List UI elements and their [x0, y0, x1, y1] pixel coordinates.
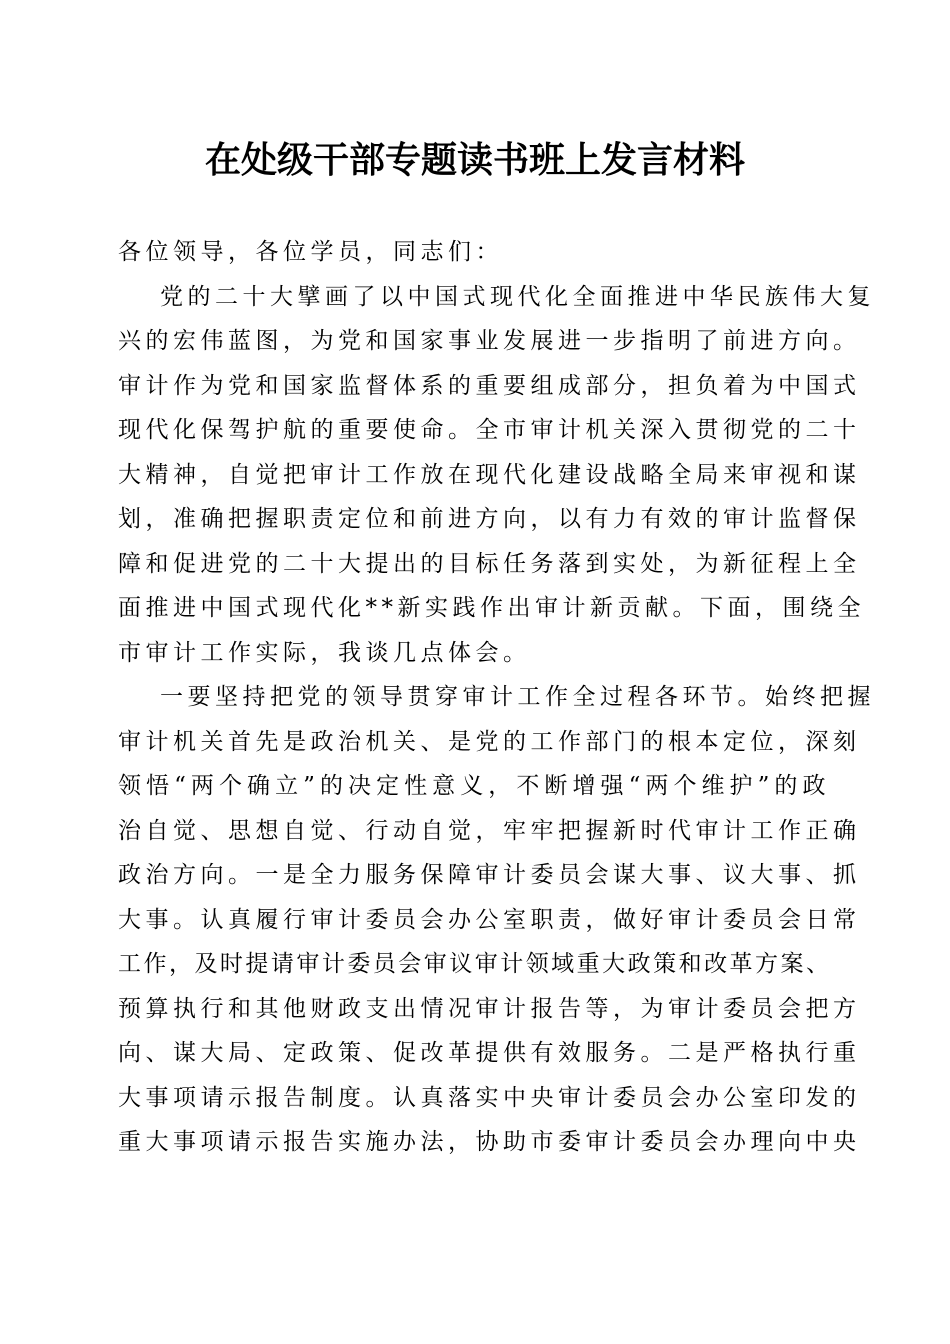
- text-line: 预算执行和其他财政支出情况审计报告等，为审计委员会把方: [118, 995, 861, 1022]
- document-title: 在处级干部专题读书班上发言材料: [204, 139, 745, 181]
- text-line: 重大事项请示报告实施办法，协助市委审计委员会办理向中央: [118, 1129, 861, 1155]
- text-line: 现代化保驾护航的重要使命。全市审计机关深入贯彻党的二十: [118, 417, 861, 443]
- text-line: 大精神，自觉把审计工作放在现代化建设战略全局来审视和谋: [118, 461, 861, 488]
- paragraph-2: [118, 675, 875, 1165]
- text-line: 领悟“两个确立”的决定性意义，不断增强“两个维护”的政: [118, 773, 830, 799]
- text-line: 一要坚持把党的领导贯穿审计工作全过程各环节。始终把握: [160, 684, 875, 710]
- document-body: [118, 230, 875, 1165]
- text-line: 兴的宏伟蓝图，为党和国家事业发展进一步指明了前进方向。: [118, 328, 861, 354]
- salutation: 各位领导，各位学员，同志们：: [118, 239, 503, 265]
- text-line: 审计作为党和国家监督体系的重要组成部分，担负着为中国式: [118, 372, 861, 399]
- text-line: 审计机关首先是政治机关、是党的工作部门的根本定位，深刻: [118, 728, 861, 755]
- text-line: 大事项请示报告制度。认真落实中央审计委员会办公室印发的: [118, 1084, 861, 1111]
- text-line: 大事。认真履行审计委员会办公室职责，做好审计委员会日常: [118, 906, 861, 933]
- text-line: 党的二十大擘画了以中国式现代化全面推进中华民族伟大复: [160, 283, 875, 310]
- text-line: 划，准确把握职责定位和前进方向，以有力有效的审计监督保: [118, 506, 861, 532]
- text-line: 向、谋大局、定政策、促改革提供有效服务。二是严格执行重: [118, 1040, 861, 1066]
- text-line: 政治方向。一是全力服务保障审计委员会谋大事、议大事、抓: [118, 862, 861, 888]
- text-line: 工作，及时提请审计委员会审议审计领域重大政策和改革方案、: [118, 951, 830, 977]
- text-line: 市审计工作实际，我谈几点体会。: [118, 639, 531, 666]
- paragraph-1: [118, 275, 875, 676]
- text-line: 障和促进党的二十大提出的目标任务落到实处，为新征程上全: [118, 550, 861, 577]
- text-line: 治自觉、思想自觉、行动自觉，牢牢把握新时代审计工作正确: [118, 817, 861, 844]
- text-line: 面推进中国式现代化**新实践作出审计新贡献。下面，围绕全: [118, 595, 865, 621]
